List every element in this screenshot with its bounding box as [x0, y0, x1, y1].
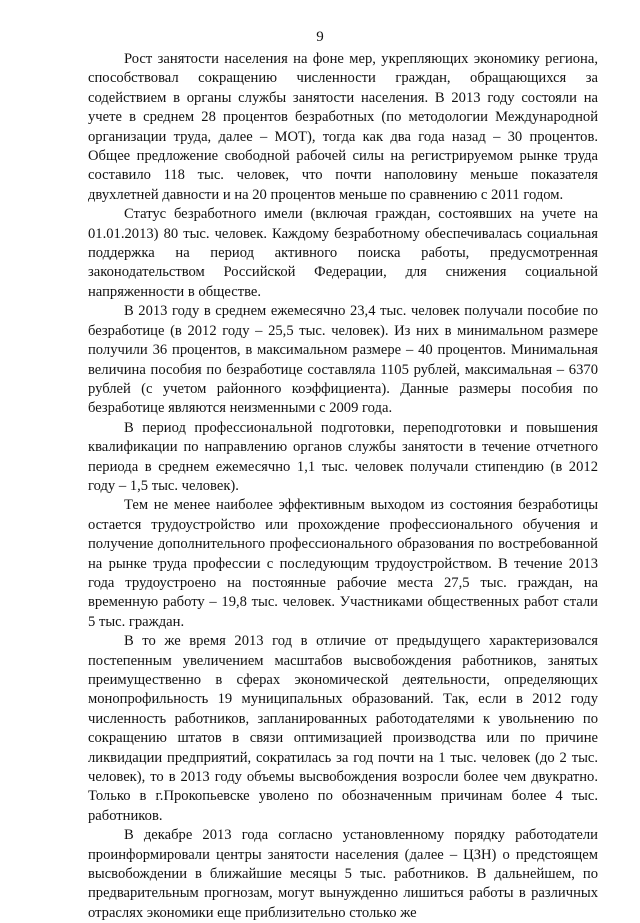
- paragraph-unemployed-status: Статус безработного имели (включая граждан, состоявших на учете на 01.01.2013) 80 тыс. человек. Каждому безработному обеспечивалась социальная поддержка на период активного поиска работы, предусмотренная законодательством Российской Федерации, для снижения социальной напряженности в обществе.: [88, 206, 598, 300]
- paragraph-unemployment-benefits: В 2013 году в среднем ежемесячно 23,4 тыс. человек получали пособие по безработице (в 2012 году – 25,5 тыс. человек). Из них в минимальном размере получили 36 процентов, в максимальном размере – 40 процентов. Минимальная величина пособия по безработице составляла 1105 рублей, максимальная – 6370 рублей (с учетом районного коэффициента). Данные размеры пособия по безработице являются неизменными с 2009 года.: [88, 303, 598, 417]
- document-body: [88, 50, 598, 923]
- paragraph-employment-growth: Рост занятости населения на фоне мер, укрепляющих экономику региона, способствовал сокращению численности граждан, обращающихся за содействием в органы службы занятости населения. В 2013 году состояли на учете в среднем 28 процентов безработных (по методологии Международной организации труда, далее – МОТ), тогда как два года назад – 30 процентов. Общее предложение свободной рабочей силы на регистрируемом рынке труда составило 118 тыс. человек, что почти наполовину меньше показателя двухлетней давности и на 20 процентов меньше по сравнению с 2011 годом.: [88, 51, 598, 203]
- paragraph-december-forecast: В декабре 2013 года согласно установленному порядку работодатели проинформировали центры занятости населения (далее – ЦЗН) о предстоящем высвобождении в ближайшие месяцы 5 тыс. работников. В дальнейшем, по предварительным прогнозам, могут вынужденно лишиться работы в различных отраслях экономики еще приблизительно столько же: [88, 827, 598, 921]
- paragraph-vocational-training: В период профессиональной подготовки, переподготовки и повышения квалификации по направлению органов службы занятости в течение отчетного периода в среднем ежемесячно 1,1 тыс. человек получали стипендию (в 2012 году – 1,5 тыс. человек).: [88, 419, 598, 494]
- paragraph-job-placement: Тем не менее наиболее эффективным выходом из состояния безработицы остается трудоустройство или прохождение профессионального обучения и получение дополнительного профессионального образования по востребованной на рынке труда профессии с последующим трудоустройством. В течение 2013 года трудоустроено на постоянные рабочие места 27,5 тыс. граждан, на временную работу – 19,8 тыс. человек. Участниками общественных работ стали 5 тыс. граждан.: [88, 497, 598, 630]
- paragraph-layoffs: В то же время 2013 год в отличие от предыдущего характеризовался постепенным увеличением масштабов высвобождения работников, занятых преимущественно в сферах экономической деятельности, определяющих монопрофильность 19 муниципальных образований. Так, если в 2012 году численность работников, запланированных работодателями к увольнению по сокращению штатов в связи оптимизацией производства или по причине ликвидации предприятий, сократилась за год почти на 1 тыс. человек (до 2 тыс. человек), то в 2013 году объемы высвобождения возросли более чем двукратно. Только в г.Прокопьевске уволено по обозначенным причинам более 4 тыс. работников.: [88, 633, 598, 824]
- page-number: 9: [316, 29, 324, 45]
